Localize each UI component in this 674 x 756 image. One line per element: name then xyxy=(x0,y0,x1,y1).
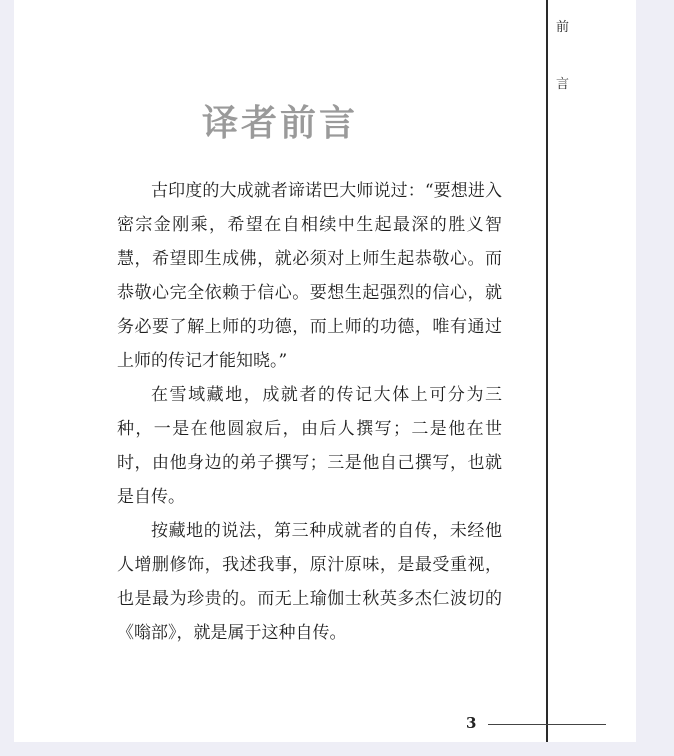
page-title: 译者前言 xyxy=(201,102,358,144)
margin-vertical-rule xyxy=(546,0,548,742)
footer-rule xyxy=(488,724,606,725)
book-page xyxy=(14,0,636,742)
paragraph-2: 在雪域藏地，成就者的传记大体上可分为三种，一是在他圆寂后，由后人撰写；二是他在世时，由他身边的弟子撰写；三是他自己撰写，也就是自传。 xyxy=(117,385,502,507)
body-text xyxy=(117,174,502,650)
page-number: 3 xyxy=(466,714,477,732)
paragraph-3: 按藏地的说法，第三种成就者的自传，未经他人增删修饰，我述我事，原汁原味，是最受重视，也是最为珍贵的。而无上瑜伽士秋英多杰仁波切的《嗡部》，就是属于这种自传。 xyxy=(117,521,502,643)
paragraph-1: 古印度的大成就者谛诺巴大师说过：“要想进入密宗金刚乘，希望在自相续中生起最深的胜义智慧，希望即生成佛，就必须对上师生起恭敬心。而恭敬心完全依赖于信心。要想生起强烈的信心，就务必要了解上师的功德，而上师的功德，唯有通过上师的传记才能知晓。” xyxy=(117,181,502,371)
running-header-char-2: 言 xyxy=(556,77,570,92)
running-header-char-1: 前 xyxy=(556,20,570,35)
